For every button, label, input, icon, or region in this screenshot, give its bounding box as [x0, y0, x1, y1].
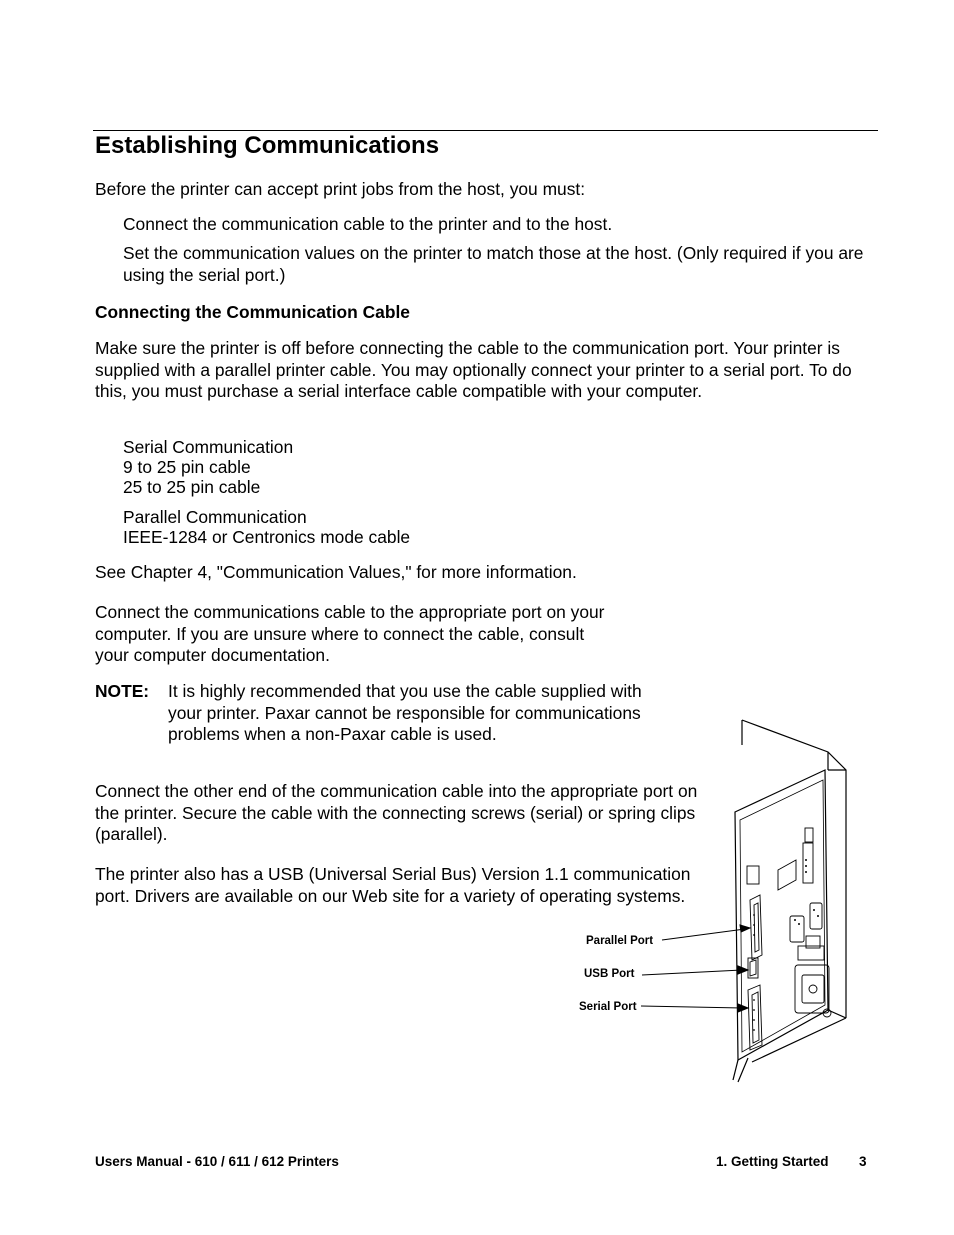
serial-leader: [641, 1006, 742, 1008]
note-text: It is highly recommended that you use the cable supplied with your printer. Paxar cannot be responsible for communications problems when a non-Paxar cable is used.: [168, 681, 642, 745]
title-rule: [93, 130, 878, 131]
serial-item: 9 to 25 pin cable: [123, 457, 251, 477]
usb-paragraph: The printer also has a USB (Universal Serial Bus) Version 1.1 communication port. Drivers are available on our Web site for a variety of operating systems.: [95, 864, 691, 906]
connect-computer-paragraph: Connect the communications cable to the appropriate port on your computer. If you are unsure where to connect the cable, consult your computer documentation.: [95, 602, 605, 666]
callout-leaders: [641, 925, 750, 1012]
serial-arrow: [738, 1004, 748, 1012]
intro-paragraph: Before the printer can accept print jobs from the host, you must:: [95, 179, 586, 199]
footer-chapter: 1. Getting Started: [716, 1154, 829, 1169]
connect-printer-paragraph: Connect the other end of the communication cable into the appropriate port on the printer. Secure the cable with the connecting screws (serial) or spring clips (parallel).: [95, 781, 698, 845]
parallel-leader: [662, 929, 745, 940]
port-details: [747, 828, 831, 1050]
step-item: Connect the communication cable to the printer and to the host.: [123, 214, 613, 234]
parallel-item: IEEE-1284 or Centronics mode cable: [123, 527, 411, 547]
cable-paragraph: Make sure the printer is off before connecting the cable to the communication port. Your printer is supplied with a parallel printer cable. You may optionally connect your printer to a serial port. To do this, you must purchase a serial interface cable compatible with your computer.: [95, 338, 852, 402]
parallel-port-label: Parallel Port: [586, 935, 654, 947]
parallel-list: [123, 507, 410, 547]
step-item: Set the communication values on the printer to match those at the host. (Only required if you are using the serial port.): [123, 243, 864, 285]
parallel-arrow: [740, 925, 750, 932]
usb-arrow: [738, 966, 748, 974]
section-heading: Connecting the Communication Cable: [95, 302, 410, 322]
page-number: 3: [859, 1154, 867, 1169]
parallel-title: Parallel Communication: [123, 507, 307, 527]
usb-leader: [642, 970, 742, 975]
usb-port-label: USB Port: [584, 968, 635, 980]
serial-title: Serial Communication: [123, 437, 294, 457]
note-label: NOTE:: [95, 681, 150, 701]
serial-list: [123, 437, 293, 497]
printer-rear-figure: [570, 715, 860, 1090]
serial-port-label: Serial Port: [579, 1001, 637, 1013]
see-chapter-paragraph: See Chapter 4, "Communication Values," for more information.: [95, 562, 577, 582]
footer-left: Users Manual - 610 / 611 / 612 Printers: [95, 1154, 339, 1169]
panel-dots: [753, 859, 819, 1031]
page-title: Establishing Communications: [95, 132, 440, 159]
serial-item: 25 to 25 pin cable: [123, 477, 261, 497]
